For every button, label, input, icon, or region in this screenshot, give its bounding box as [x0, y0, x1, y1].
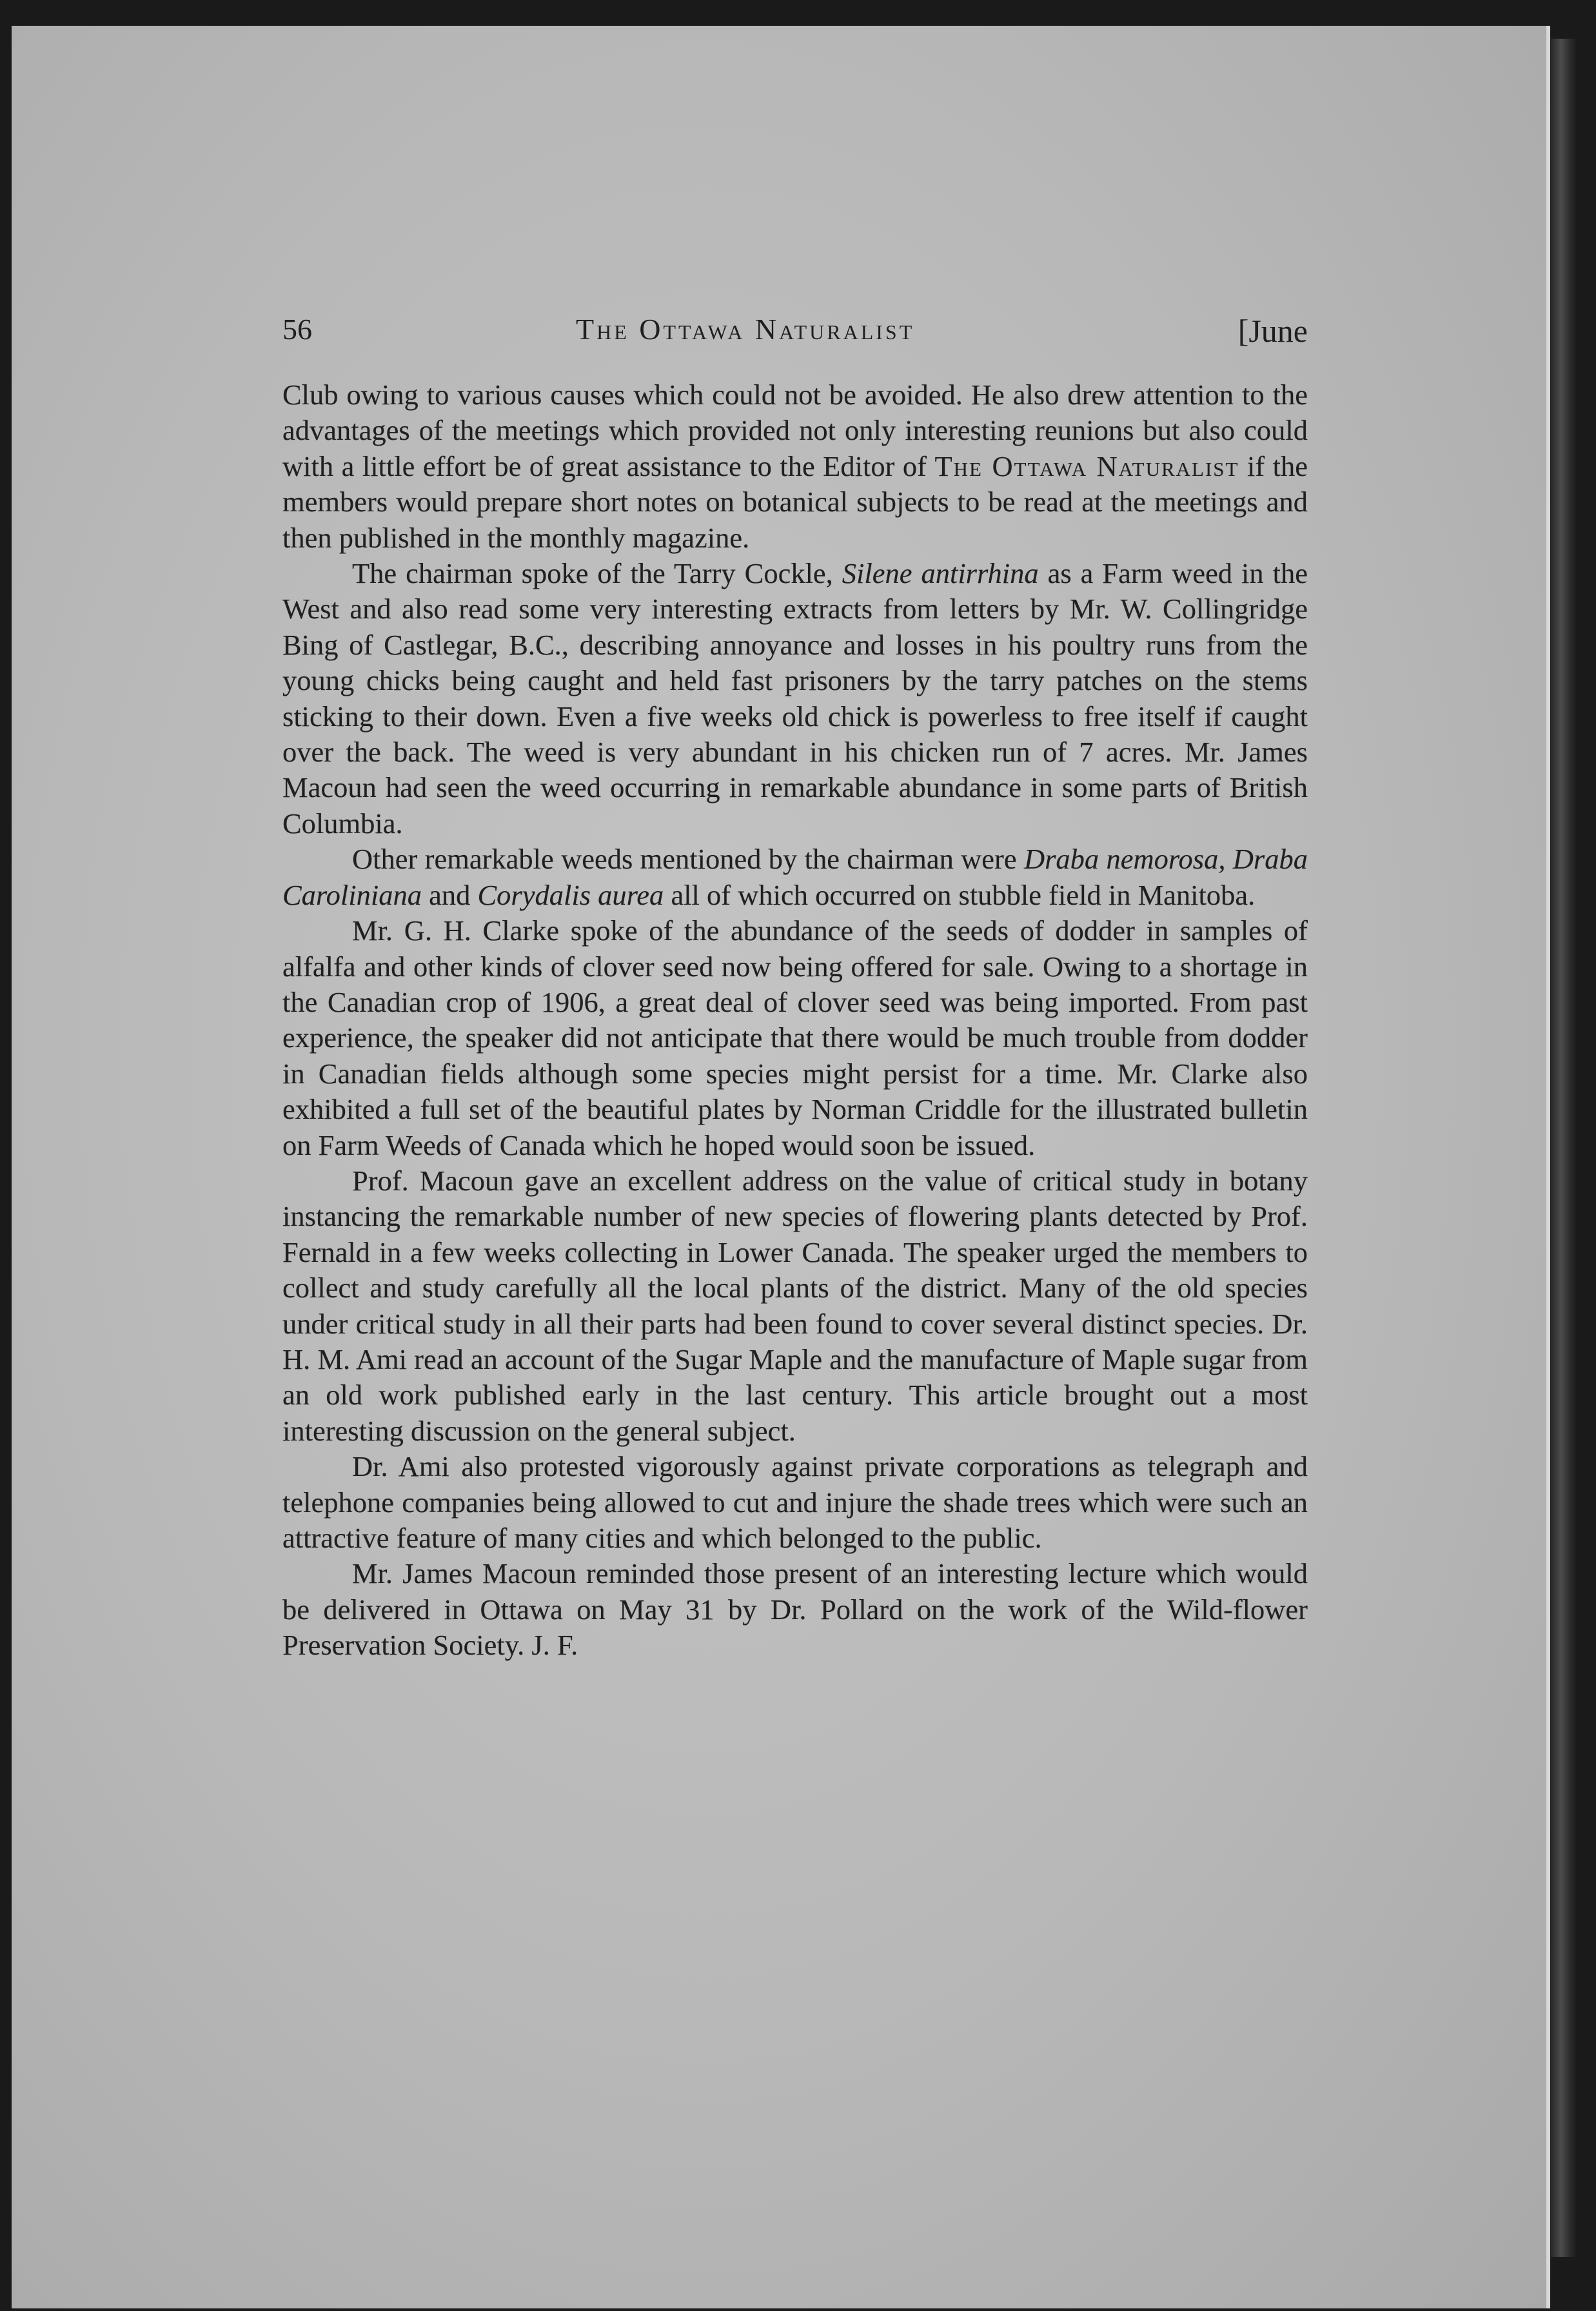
- scanned-page: [12, 26, 1550, 2308]
- article-body: [282, 377, 1308, 1664]
- paragraph-1: [282, 377, 1308, 556]
- journal-name-inline: The Ottawa Naturalist: [934, 449, 1239, 482]
- book-binding-edge: [1551, 39, 1577, 2257]
- paragraph-3: [282, 841, 1308, 913]
- paragraph-3-text-a: Other remarkable weeds mentioned by the chairman were: [352, 843, 1024, 876]
- species-name: Corydalis aurea: [477, 878, 664, 911]
- species-name: Silene antirrhina: [842, 557, 1039, 590]
- running-header: [282, 310, 1308, 355]
- paragraph-6: Dr. Ami also protested vigorously against private corporations as telegraph and telephone companies being allowed to cut and injure the shade trees which were such an attractive feature of many cities and which belonged to the public.: [282, 1450, 1308, 1554]
- species-name: Draba nemorosa, Draba Caroliniana: [282, 843, 1308, 911]
- paragraph-2-text-a: The chairman spoke of the Tarry Cockle,: [352, 557, 842, 590]
- paragraph-2-text-b: as a Farm weed in the West and also read some very interesting extracts from letters by Mr. W. Collingridge Bing of Castlegar, B.C., describing annoyance and losses in his poultry runs from the young chicks being caught and held fast prisoners by the tarry patches on the stems sticking to their down. Even a five weeks old chick is powerless to free itself if caught over the back. The weed is very abundant in his chicken run of 7 acres. Mr. James Macoun had seen the weed occurring in remarkable abundance in some parts of British Columbia.: [282, 557, 1308, 840]
- paragraph-3-text-mid: and: [421, 878, 478, 911]
- paragraph-2: [282, 556, 1308, 841]
- issue-month: [June: [1237, 313, 1308, 349]
- paragraph-5: Prof. Macoun gave an excellent address on the value of critical study in botany instancing the remarkable number of new species of flowering plants detected by Prof. Fernald in a few weeks collecting in Lower Canada. The speaker urged the members to collect and study carefully all the local plants of the district. Many of the old species under critical study in all their parts had been found to cover several distinct species. Dr. H. M. Ami read an account of the Sugar Maple and the manufacture of Maple sugar from an old work published early in the last century. This article brought out a most interesting discussion on the general subject.: [282, 1164, 1308, 1447]
- paragraph-4: Mr. G. H. Clarke spoke of the abundance of the seeds of dodder in samples of alfalfa and other kinds of clover seed now being offered for sale. Owing to a shortage in the Canadian crop of 1906, a great deal of clover seed was being imported. From past experience, the speaker did not anticipate that there would be much trouble from dodder in Canadian fields although some species might persist for a time. Mr. Clarke also exhibited a full set of the beautiful plates by Norman Criddle for the illustrated bulletin on Farm Weeds of Canada which he hoped would soon be issued.: [282, 914, 1308, 1161]
- page-number: 56: [282, 313, 312, 346]
- paragraph-7: Mr. James Macoun reminded those present of an interesting lecture which would be delivered in Ottawa on May 31 by Dr. Pollard on the work of the Wild-flower Preservation Society. J. F.: [282, 1557, 1308, 1662]
- paragraph-3-text-b: all of which occurred on stubble field in Manitoba.: [664, 878, 1256, 911]
- paragraph-1-text-b: if the members would prepare short notes on botanical subjects to be read at the meetings and then published in the monthly magazine.: [282, 449, 1308, 554]
- journal-title: The Ottawa Naturalist: [576, 313, 915, 346]
- paragraph-1-text-a: Club owing to various causes which could not be avoided. He also drew attention to the advantages of the meetings which provided not only interesting reunions but also could with a little effort be of great assistance to the Editor of: [282, 379, 1308, 482]
